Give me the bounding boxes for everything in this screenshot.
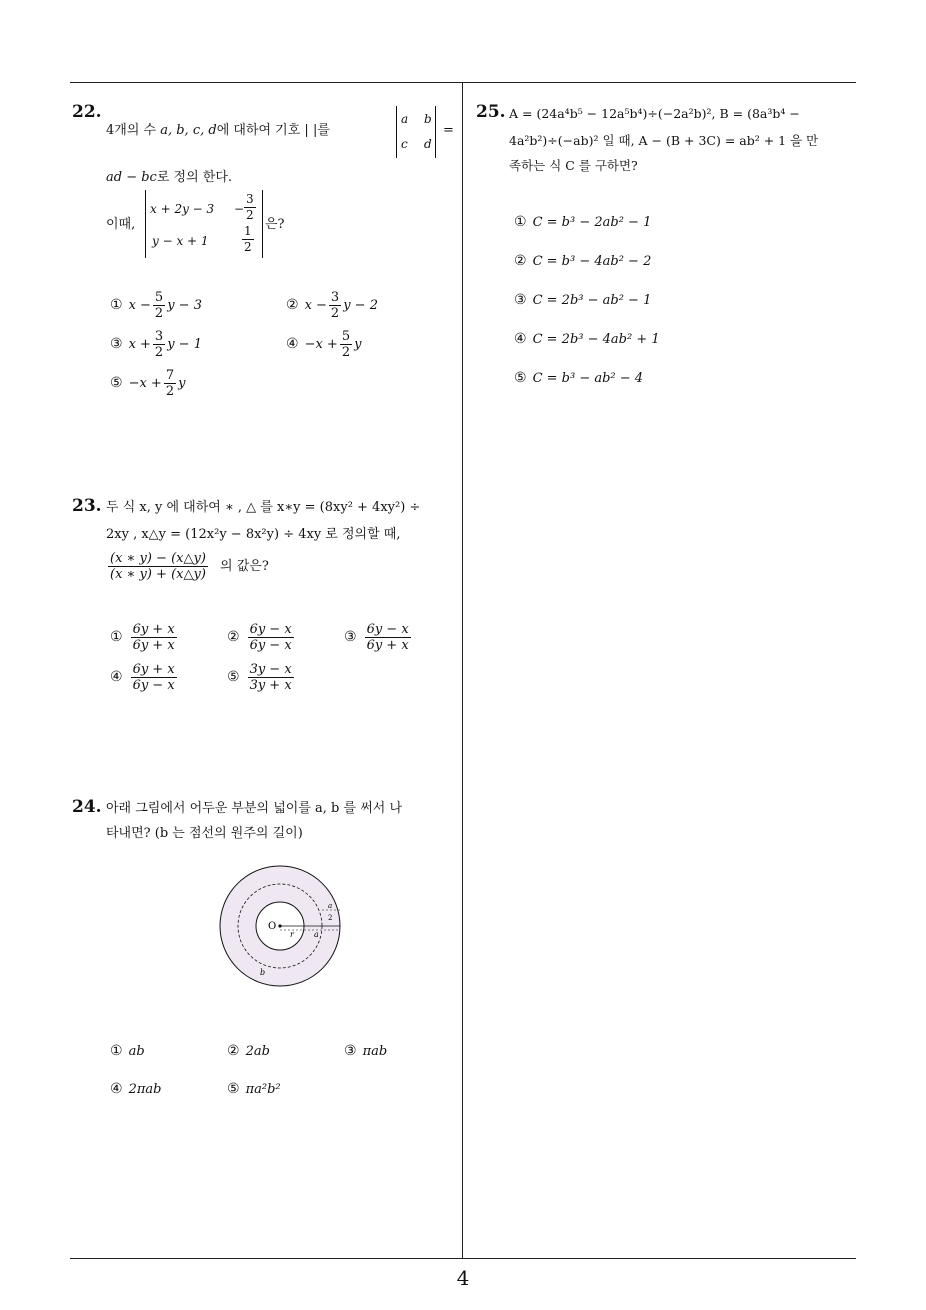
q23-option-2[interactable]: ② $\frac{6y - x}{6y - x}$ (227, 622, 292, 653)
bottom-rule (70, 1258, 856, 1259)
q24-option-3[interactable]: ③ πab (344, 1043, 388, 1059)
q24-option-4[interactable]: ④ 2πab (110, 1081, 162, 1097)
q22-determinant-definition (396, 106, 436, 158)
q25-option-2[interactable]: ② C = b³ − 4ab² − 2 (514, 253, 652, 269)
q25-option-5[interactable]: ⑤ C = b³ − ab² − 4 (514, 370, 644, 386)
page-number: 4 (456, 1266, 470, 1290)
det-d: d (424, 137, 432, 151)
q22-matrix (145, 190, 263, 258)
q22-equals: = (443, 123, 454, 138)
question-number: 24. (72, 797, 102, 817)
column-divider (462, 82, 463, 1259)
det-c: c (401, 137, 408, 151)
q22-option-5[interactable]: ⑤ −x + $\frac{7}{2}$ y (110, 368, 186, 399)
q24-line2: 타내면? (b 는 점선의 원주의 길이) (106, 826, 303, 841)
matrix-m22: $\frac{1}{2}$ (244, 224, 252, 254)
top-rule (70, 82, 856, 83)
q22-line2-expr: ad − bc (106, 170, 157, 185)
a-label: a (314, 930, 319, 939)
q23-line1: 두 식 x, y 에 대하여 ∗ , △ 를 x∗y = (8xy² + 4xy²) ÷ (106, 500, 421, 515)
q22-option-1[interactable]: ① x − $\frac{5}{2}$ y − 3 (110, 290, 202, 321)
q23-frac-den: (x ∗ y) + (x△y) (110, 567, 206, 582)
q22-line1-b: 에 대하여 기호 | |를 (216, 123, 330, 138)
q25-option-3[interactable]: ③ C = 2b³ − ab² − 1 (514, 292, 652, 308)
q23-option-4[interactable]: ④ $\frac{6y + x}{6y - x}$ (110, 662, 175, 693)
q23-frac-num: (x ∗ y) − (x△y) (110, 551, 206, 566)
q25-line3: 족하는 식 C 를 구하면? (509, 158, 638, 173)
matrix-m12: $\frac{3}{2}$ (246, 192, 254, 222)
det-a: a (401, 112, 409, 126)
q23-option-5[interactable]: ⑤ $\frac{3y - x}{3y + x}$ (227, 662, 292, 693)
q22-option-4[interactable]: ④ −x + $\frac{5}{2}$ y (286, 329, 362, 360)
center-point (278, 924, 281, 927)
q22-option-2[interactable]: ② x − $\frac{3}{2}$ y − 2 (286, 290, 378, 321)
q23-option-3[interactable]: ③ $\frac{6y - x}{6y + x}$ (344, 622, 409, 653)
r-label: r (290, 930, 294, 939)
a-half-num: a (328, 902, 333, 910)
det-b: b (424, 112, 432, 126)
matrix-m11: x + 2y − 3 (150, 202, 215, 216)
q22-line3-pre: 이때, (106, 217, 136, 232)
q23-frac-post: 의 값은? (220, 559, 269, 574)
q22-option-3[interactable]: ③ x + $\frac{3}{2}$ y − 1 (110, 329, 202, 360)
question-number: 22. (72, 102, 102, 122)
q25-line2: 4a²b²)÷(−ab)² 일 때, A − (B + 3C) = ab² + 1 을 만 (509, 133, 819, 148)
question-number: 23. (72, 496, 102, 516)
question-number: 25. (476, 102, 506, 122)
q25-option-4[interactable]: ④ C = 2b³ − 4ab² + 1 (514, 331, 660, 347)
q24-annulus-figure (216, 862, 344, 990)
b-label: b (260, 968, 266, 977)
a-half-den: 2 (328, 914, 333, 922)
q24-option-2[interactable]: ② 2ab (227, 1043, 270, 1059)
matrix-m12-sign: − (234, 202, 245, 216)
q22-line1-a: 4개의 수 (106, 123, 161, 138)
q24-option-5[interactable]: ⑤ πa²b² (227, 1081, 281, 1097)
q23-line2: 2xy , x△y = (12x²y − 8x²y) ÷ 4xy 로 정의할 때, (106, 527, 401, 542)
q23-expression (106, 551, 269, 582)
q23-option-1[interactable]: ① $\frac{6y + x}{6y + x}$ (110, 622, 175, 653)
q25-line1: A = (24a⁴b⁵ − 12a⁵b⁴)÷(−2a²b)², B = (8a³b⁴ − (509, 106, 800, 121)
q22-line1-vars: a, b, c, d (160, 123, 217, 138)
center-label: O (268, 921, 277, 932)
q22-line3-post: 은? (265, 217, 285, 232)
matrix-m21: y − x + 1 (152, 234, 209, 248)
q22-line1 (106, 118, 330, 144)
q22-line2 (106, 165, 232, 191)
q25-option-1[interactable]: ① C = b³ − 2ab² − 1 (514, 214, 652, 230)
q24-line1: 아래 그림에서 어두운 부분의 넓이를 a, b 를 써서 나 (106, 801, 402, 816)
q22-line2-text: 로 정의 한다. (156, 170, 233, 185)
q24-option-1[interactable]: ① ab (110, 1043, 145, 1059)
